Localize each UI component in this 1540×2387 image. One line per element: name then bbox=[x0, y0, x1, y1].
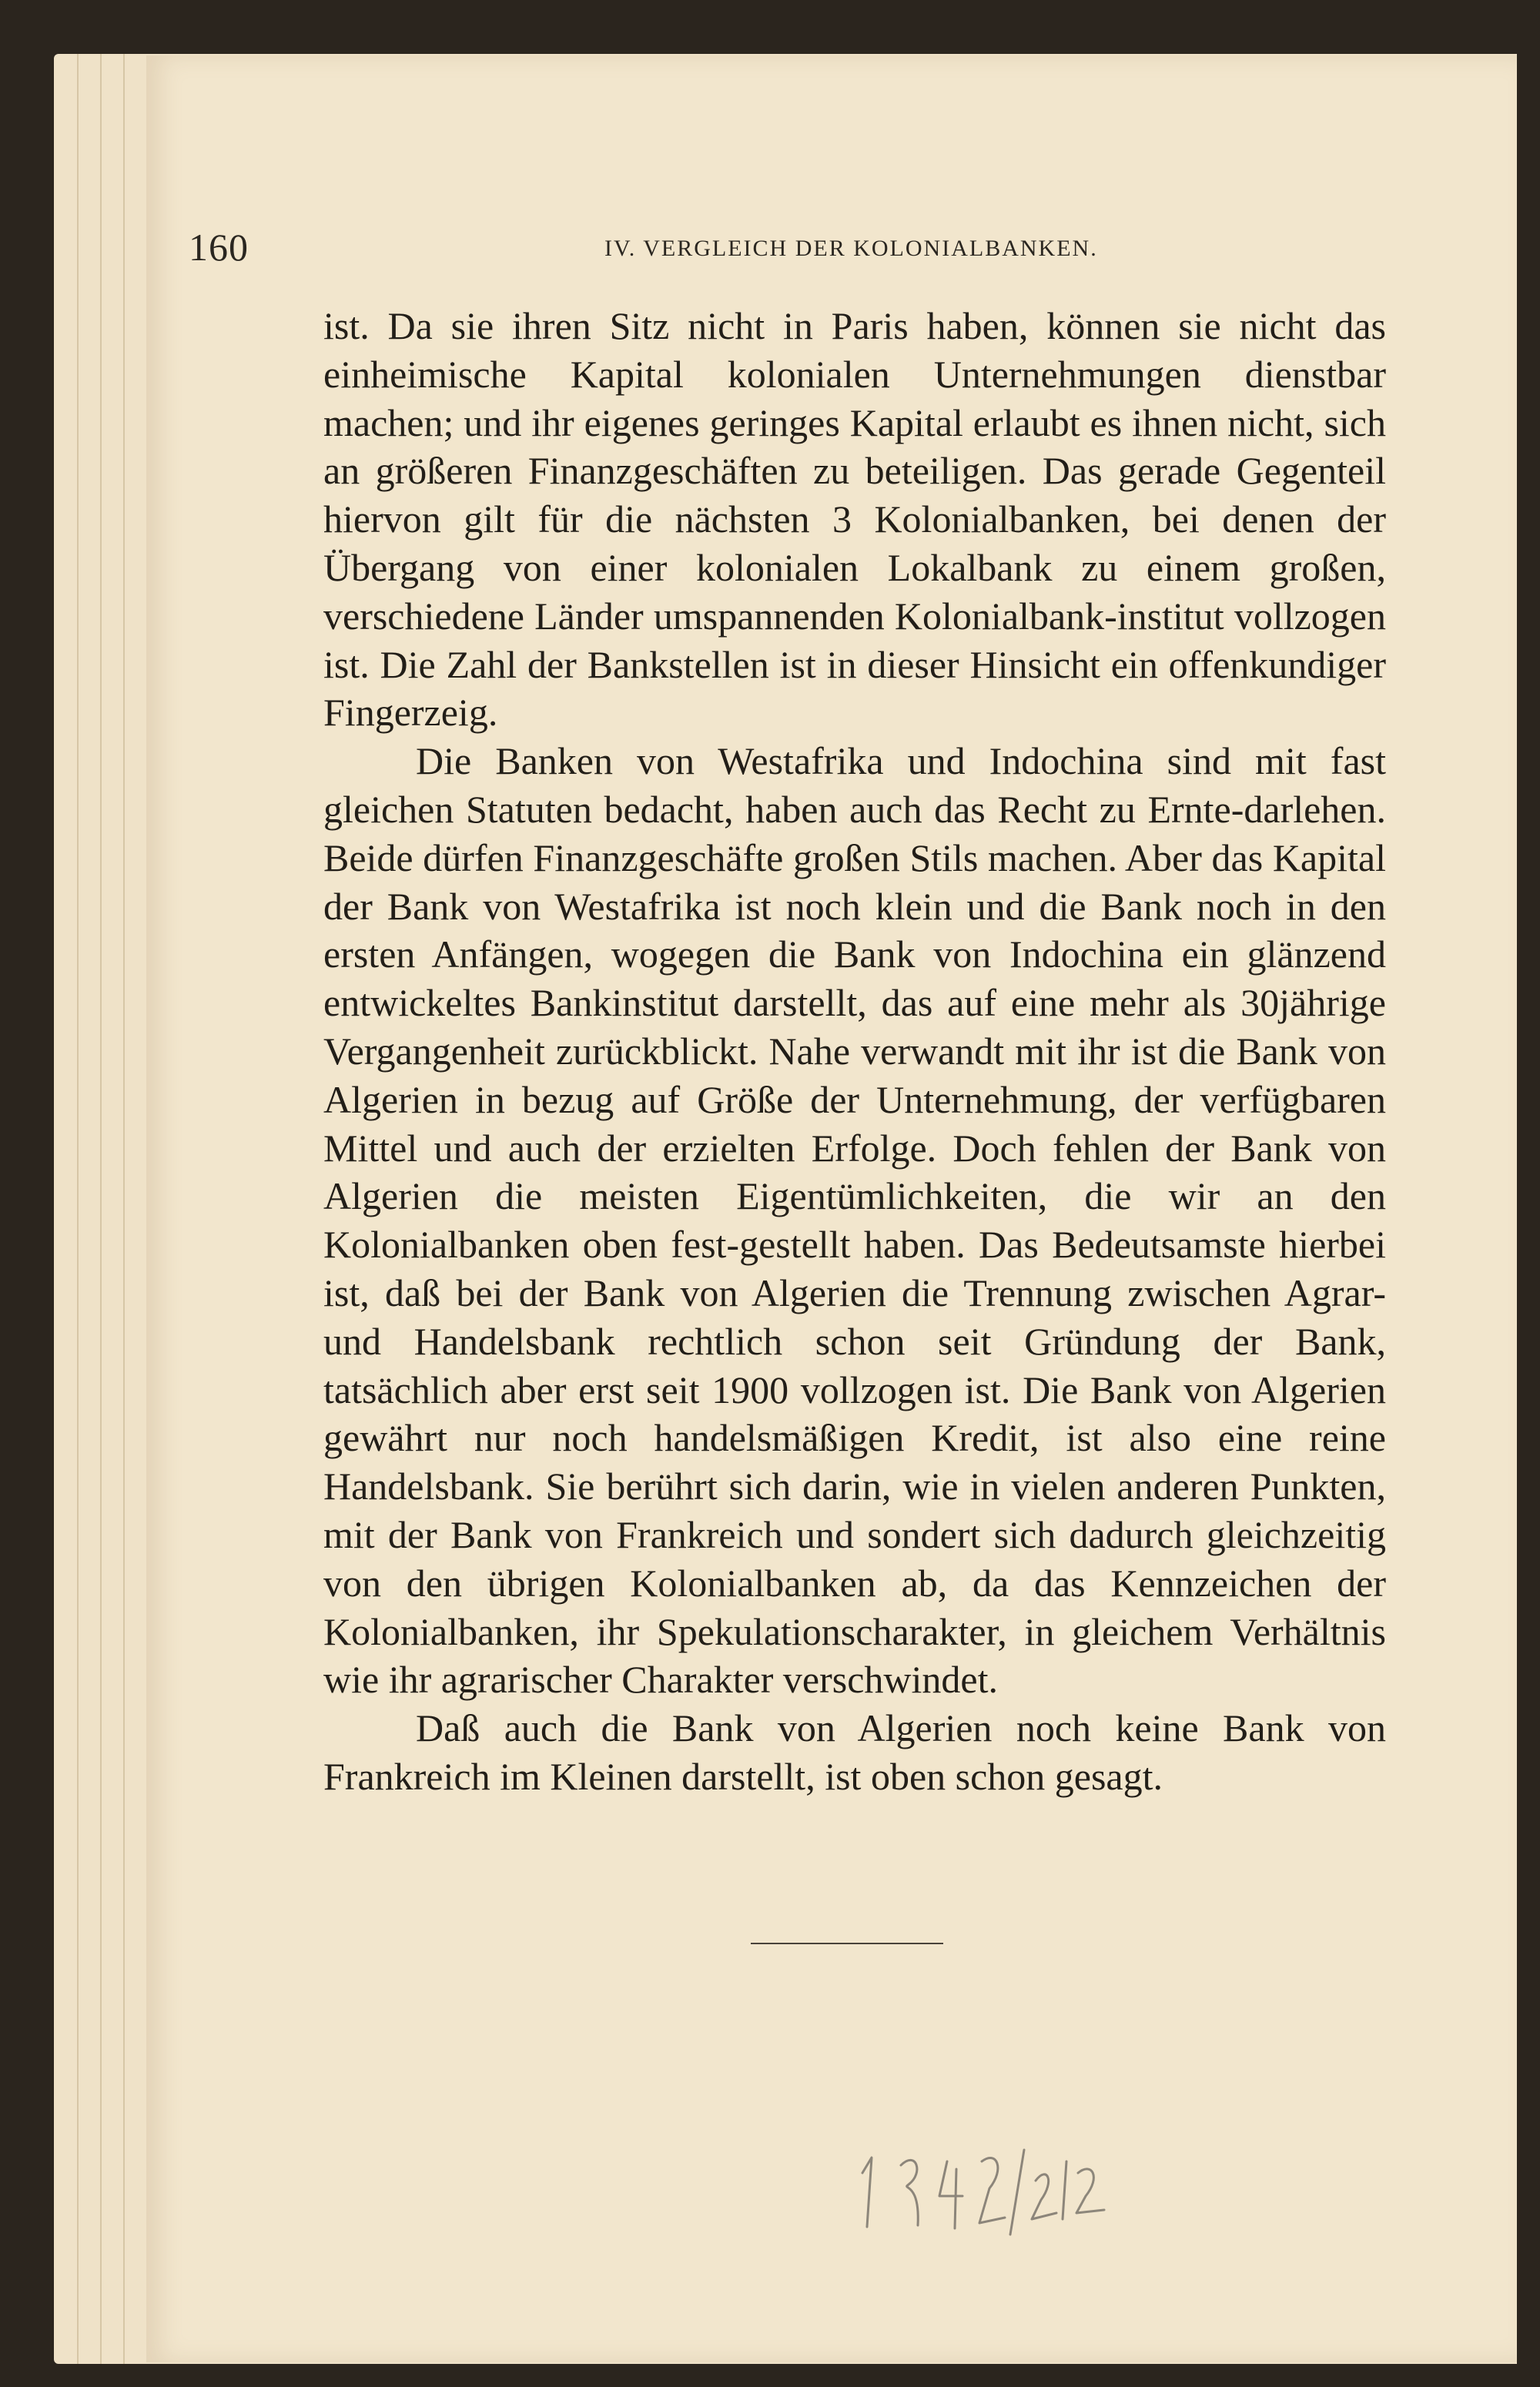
paragraph-1: ist. Da sie ihren Sitz nicht in Paris haben, können sie nicht das einheimische Kapital kolonialen Unternehmungen dienstbar machen; und ihr eigenes geringes Kapital erlaubt es ihnen nicht, sich an größeren Finanzgeschäften zu beteiligen. Das gerade Gegenteil hiervon gilt für die nächsten 3 Kolonialbanken, bei denen der Übergang von einer kolonialen Lokalbank zu einem großen, verschiedene Länder umspannenden Kolonialbank-institut vollzogen ist. Die Zahl der Bankstellen ist in dieser Hinsicht ein offenkundiger Fingerzeig. bbox=[323, 304, 1386, 735]
book-binding-edge bbox=[1517, 0, 1540, 2387]
chapter-title: IV. VERGLEICH DER KOLONIALBANKEN. bbox=[604, 236, 1098, 261]
running-head bbox=[189, 225, 1190, 271]
handwritten-shelfmark-drawing bbox=[847, 2127, 1109, 2242]
page-edge-line bbox=[77, 54, 79, 2364]
page-edge-line bbox=[123, 54, 125, 2364]
body-text bbox=[323, 302, 1386, 1801]
page-edge-line bbox=[100, 54, 102, 2364]
paragraph-2: Die Banken von Westafrika und Indochina sind mit fast gleichen Statuten bedacht, haben auch das Recht zu Ernte-darlehen. Beide dürfen Finanzgeschäfte großen Stils machen. Aber das Kapital der Bank von Westafrika ist noch klein und die Bank noch in den ersten Anfängen, wogegen die Bank von Indochina ein glänzend entwickeltes Bankinstitut darstellt, das auf eine mehr als 30jährige Vergangenheit zurückblickt. Nahe verwandt mit ihr ist die Bank von Algerien in bezug auf Größe der Unternehmung, der verfügbaren Mittel und auch der erzielten Erfolge. Doch fehlen der Bank von Algerien die meisten Eigentümlichkeiten, die wir an den Kolonialbanken oben fest-gestellt haben. Das Bedeutsamste hierbei ist, daß bei der Bank von Algerien die Trennung zwischen Agrar- und Handelsbank rechtlich schon seit Gründung der Bank, tatsächlich aber erst seit 1900 vollzogen ist. Die Bank von Algerien gewährt nur noch handelsmäßigen Kredit, ist also eine reine Handelsbank. Sie berührt sich darin, wie in vielen anderen Punkten, mit der Bank von Frankreich und sondert sich dadurch gleichzeitig von den übrigen Kolonialbanken ab, da das Kennzeichen der Kolonialbanken, ihr Spekulationscharakter, in gleichem Verhältnis wie ihr agrarischer Charakter verschwindet. bbox=[323, 739, 1386, 1702]
section-end-rule bbox=[751, 1943, 943, 1944]
page-number: 160 bbox=[189, 226, 249, 269]
paragraph-3: Daß auch die Bank von Algerien noch keine Bank von Frankreich im Kleinen darstellt, ist oben schon gesagt. bbox=[323, 1706, 1386, 1798]
handwritten-shelfmark bbox=[847, 2127, 1109, 2242]
